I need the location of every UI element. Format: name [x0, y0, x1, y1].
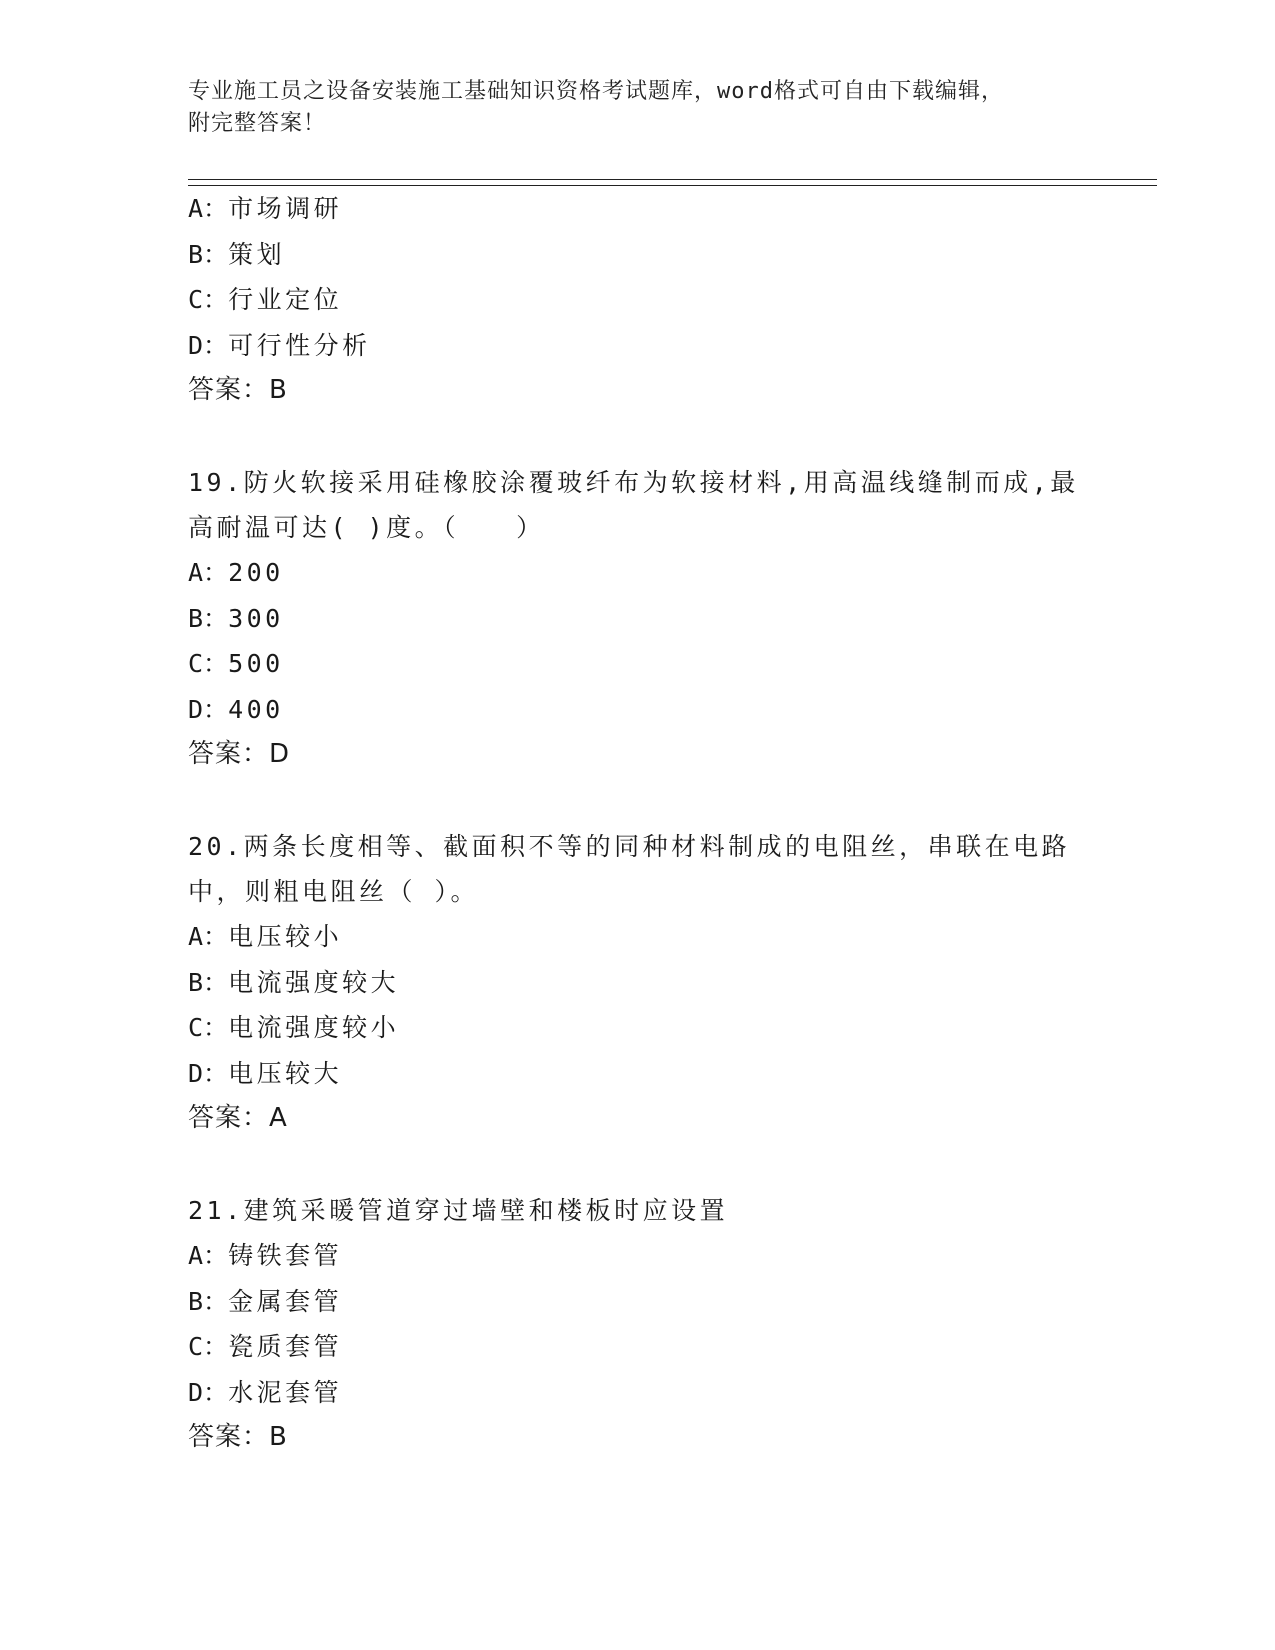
- question-block-18: [188, 186, 1088, 413]
- question-block-21: [188, 1188, 1088, 1460]
- question-text: 21.建筑采暖管道穿过墙壁和楼板时应设置: [188, 1196, 729, 1225]
- question-list: [188, 186, 1088, 1460]
- option-b: B：策划: [188, 239, 286, 269]
- option-d: D：水泥套管: [188, 1377, 343, 1407]
- option-a: A：铸铁套管: [188, 1241, 343, 1270]
- option-a: A：200: [188, 558, 284, 587]
- question-block-20: [188, 824, 1088, 1141]
- option-c: C：瓷质套管: [188, 1332, 343, 1361]
- option-d: D：可行性分析: [188, 330, 371, 360]
- option-a: A：市场调研: [188, 194, 343, 223]
- option-b: B：金属套管: [188, 1286, 343, 1316]
- question-text-continued: 高耐温可达( )度。（ ）: [188, 513, 545, 542]
- option-c: C：行业定位: [188, 285, 343, 314]
- header-divider: [188, 179, 1157, 186]
- question-text: 20.两条长度相等、截面积不等的同种材料制成的电阻丝，串联在电路: [188, 832, 1071, 861]
- option-b: B：300: [188, 603, 284, 633]
- question-block-19: [188, 460, 1088, 777]
- option-d: D：电压较大: [188, 1058, 343, 1088]
- question-text-continued: 中，则粗电阻丝（ ）。: [188, 877, 480, 906]
- answer-line: 答案：D: [188, 739, 291, 769]
- answer-line: 答案：B: [188, 375, 288, 405]
- option-c: C：电流强度较小: [188, 1013, 400, 1042]
- option-a: A：电压较小: [188, 922, 343, 951]
- question-text: 19.防火软接采用硅橡胶涂覆玻纤布为软接材料,用高温线缝制而成,最: [188, 468, 1079, 497]
- document-header: [188, 76, 1068, 140]
- answer-line: 答案：A: [188, 1103, 288, 1133]
- answer-line: 答案：B: [188, 1422, 288, 1452]
- header-line-2: 附完整答案！: [188, 111, 327, 136]
- header-line-1: 专业施工员之设备安装施工基础知识资格考试题库，word格式可自由下载编辑，: [188, 79, 1004, 104]
- option-d: D：400: [188, 694, 284, 724]
- option-c: C：500: [188, 649, 284, 678]
- option-b: B：电流强度较大: [188, 967, 400, 997]
